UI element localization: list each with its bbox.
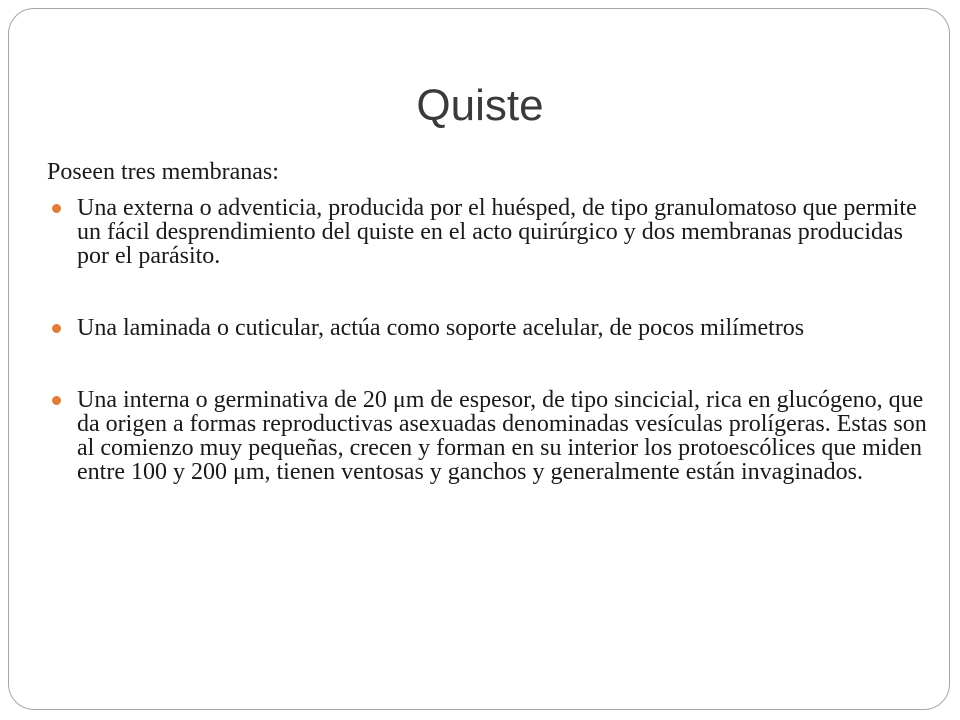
bullet-item (47, 316, 927, 340)
slide-body (47, 158, 927, 532)
bullet-text: Una laminada o cuticular, actúa como soporte acelular, de pocos milímetros (77, 315, 805, 341)
bullet-item (47, 196, 927, 268)
bullet-text: Una interna o germinativa de 20 μm de espesor, de tipo sincicial, rica en glucógeno, que da origen a formas reproductivas asexuadas denominadas vesículas prolígeras. Estas son al comienzo muy pequeñas, crecen y forman en su interior los protoescólices que miden entre 100 y 200 μm, tienen ventosas y ganchos y generalmente están invaginados. (77, 387, 927, 485)
bullet-text: Una externa o adventicia, producida por el huésped, de tipo granulomatoso que permite un fácil desprendimiento del quiste en el acto quirúrgico y dos membranas producidas por el parásito. (77, 195, 917, 269)
intro-text: Poseen tres membranas: (47, 159, 279, 185)
bullet-dot-icon (52, 204, 61, 213)
bullet-dot-icon (52, 324, 61, 333)
bullet-item (47, 388, 927, 484)
bullet-dot-icon (52, 396, 61, 405)
slide-title: Quiste (416, 81, 544, 130)
